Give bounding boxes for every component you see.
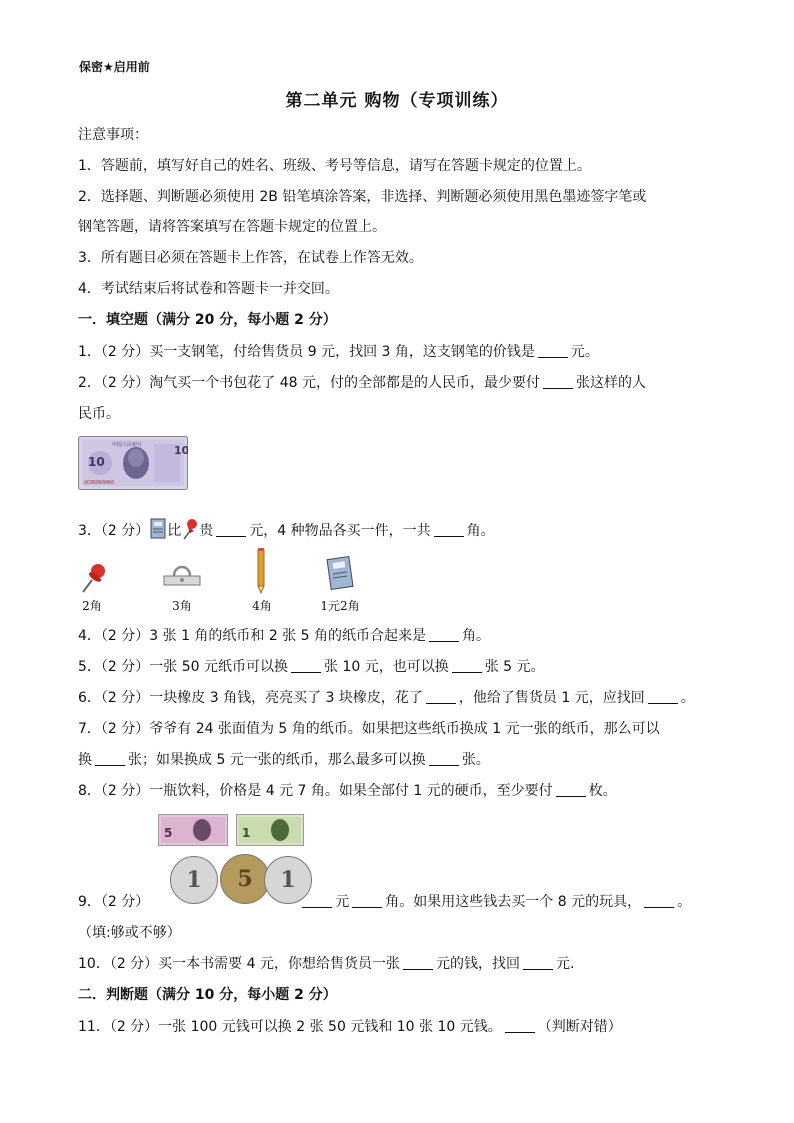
- answer-blank[interactable]: [216, 522, 246, 537]
- question-tail: 元.: [555, 956, 575, 972]
- question-2: [78, 373, 728, 393]
- question-mid: 比: [167, 523, 182, 539]
- question-text: 6．（2 分）一块橡皮 3 角钱，亮亮买了 3 块橡皮，花了: [78, 690, 423, 706]
- question-mid: ，他给了售货员 1 元，应找回: [458, 690, 645, 706]
- pencil-icon: [255, 548, 267, 594]
- notice-item: 钢笔答题，请将答案填写在答题卡规定的位置上。: [78, 219, 386, 235]
- question-9: 9．（2 分） 元 角。如果用这些钱去买一个 8 元的玩具， 。: [78, 894, 692, 910]
- item-price: 3角: [172, 599, 192, 613]
- question-tail: 角。: [462, 628, 491, 644]
- notice-item: 4．考试结束后将试卷和答题卡一并交回。: [78, 281, 339, 297]
- question-text: 1．（2 分）买一支钢笔，付给售货员 9 元，找回 3 角，这支钢笔的价钱是: [78, 344, 535, 360]
- question-text: 5．（2 分）一张 50 元纸币可以换: [78, 659, 288, 675]
- answer-blank[interactable]: [543, 374, 573, 389]
- answer-blank[interactable]: [648, 689, 678, 704]
- answer-blank[interactable]: [352, 893, 382, 908]
- answer-blank[interactable]: [95, 751, 125, 766]
- item-price: 1元2角: [320, 599, 360, 613]
- pushpin-icon: [181, 518, 199, 540]
- question-6: [78, 688, 728, 708]
- question-1: [78, 342, 728, 362]
- question-tail: （判断对错）: [537, 1019, 622, 1035]
- banknote-value: 5: [164, 826, 173, 840]
- question-text: 10．（2 分）买一本书需要 4 元，你想给售货员一张: [78, 956, 400, 972]
- banknote-caption: 中国人民银行: [112, 442, 143, 448]
- banknote-10-image: [78, 436, 188, 490]
- question-tail: 枚。: [588, 783, 617, 799]
- question-text: 11．（2 分）一张 100 元钱可以换 2 张 50 元钱和 10 张 10 元钱。: [78, 1019, 502, 1035]
- coin-5-jiao: 5: [220, 854, 270, 904]
- question-10: [78, 954, 728, 974]
- question-8: [78, 781, 728, 801]
- page-title: 第二单元 购物（专项训练）: [285, 91, 509, 111]
- question-tail: 。: [680, 690, 695, 706]
- answer-blank[interactable]: [434, 522, 464, 537]
- notice-heading: 注意事项：: [78, 127, 148, 143]
- answer-blank[interactable]: [429, 627, 459, 642]
- answer-blank[interactable]: [523, 955, 553, 970]
- svg-text:10: 10: [88, 455, 105, 469]
- notice-item: 2．选择题、判断题必须使用 2B 铅笔填涂答案，非选择、判断题必须使用黑色墨迹签字笔或: [78, 189, 647, 205]
- svg-text:QC06060060: QC06060060: [84, 480, 115, 486]
- question-text: 8．（2 分）一瓶饮料，价格是 4 元 7 角。如果全部付 1 元的硬币，至少要付: [78, 783, 553, 799]
- banknote-value: 1: [242, 826, 251, 840]
- question-7-line2: 换 张；如果换成 5 元一张的纸币，那么最多可以换 张。: [78, 752, 490, 768]
- banknote-1-image: [236, 814, 304, 846]
- section-heading-judge: 二．判断题（满分 10 分，每小题 2 分）: [78, 987, 337, 1003]
- question-text: 2．（2 分）淘气买一个书包花了 48 元，付的全部都是的人民币，最少要付: [78, 375, 540, 391]
- answer-blank[interactable]: [403, 955, 433, 970]
- question-2-line2: 民币。: [78, 406, 120, 422]
- answer-blank[interactable]: [644, 893, 674, 908]
- notice-item: 1．答题前，填写好自己的姓名、班级、考号等信息，请写在答题卡规定的位置上。: [78, 158, 591, 174]
- question-5: [78, 657, 728, 677]
- item-price: 2角: [82, 599, 102, 613]
- clip-icon: [160, 562, 204, 588]
- question-4: [78, 626, 728, 646]
- answer-blank[interactable]: [429, 751, 459, 766]
- pushpin-icon: [80, 562, 110, 594]
- answer-blank[interactable]: [291, 658, 321, 673]
- answer-blank[interactable]: [505, 1018, 535, 1033]
- question-prefix: 3．（2 分）: [78, 523, 150, 539]
- question-mid: 张 10 元，也可以换: [323, 659, 449, 675]
- banknote-value: 10: [174, 444, 188, 457]
- question-text: 4．（2 分）3 张 1 角的纸币和 2 张 5 角的纸币合起来是: [78, 628, 427, 644]
- question-prefix: 9．（2 分）: [78, 894, 150, 910]
- banknote-5-image: [158, 814, 228, 846]
- section-heading-fill: 一．填空题（满分 20 分，每小题 2 分）: [78, 312, 337, 328]
- question-tail: 张这样的人: [575, 375, 646, 391]
- question-7: 7．（2 分）爷爷有 24 张面值为 5 角的纸币。如果把这些纸币换成 1 元一张的纸币，那么可以: [78, 721, 660, 737]
- question-mid: 元的钱，找回: [435, 956, 520, 972]
- question-tail: 角。: [466, 523, 495, 539]
- question-tail: 元。: [570, 344, 599, 360]
- answer-blank[interactable]: [302, 893, 332, 908]
- question-3: [78, 518, 728, 541]
- question-tail: 元，4 种物品各买一件，一共: [249, 523, 431, 539]
- notebook-icon: [325, 556, 355, 590]
- answer-blank[interactable]: [426, 689, 456, 704]
- answer-blank[interactable]: [556, 782, 586, 797]
- question-11: [78, 1017, 728, 1037]
- question-9-hint: （填:够或不够）: [78, 925, 181, 941]
- notebook-icon: [149, 518, 167, 540]
- confidential-label: 保密★启用前: [79, 60, 150, 74]
- item-price: 4角: [252, 599, 272, 613]
- answer-blank[interactable]: [538, 343, 568, 358]
- answer-blank[interactable]: [452, 658, 482, 673]
- question-after: 贵: [199, 523, 214, 539]
- notice-item: 3．所有题目必须在答题卡上作答，在试卷上作答无效。: [78, 250, 423, 266]
- coin-1-yuan: 1: [264, 856, 312, 904]
- question-tail: 张 5 元。: [484, 659, 545, 675]
- coin-1-yuan: 1: [170, 856, 218, 904]
